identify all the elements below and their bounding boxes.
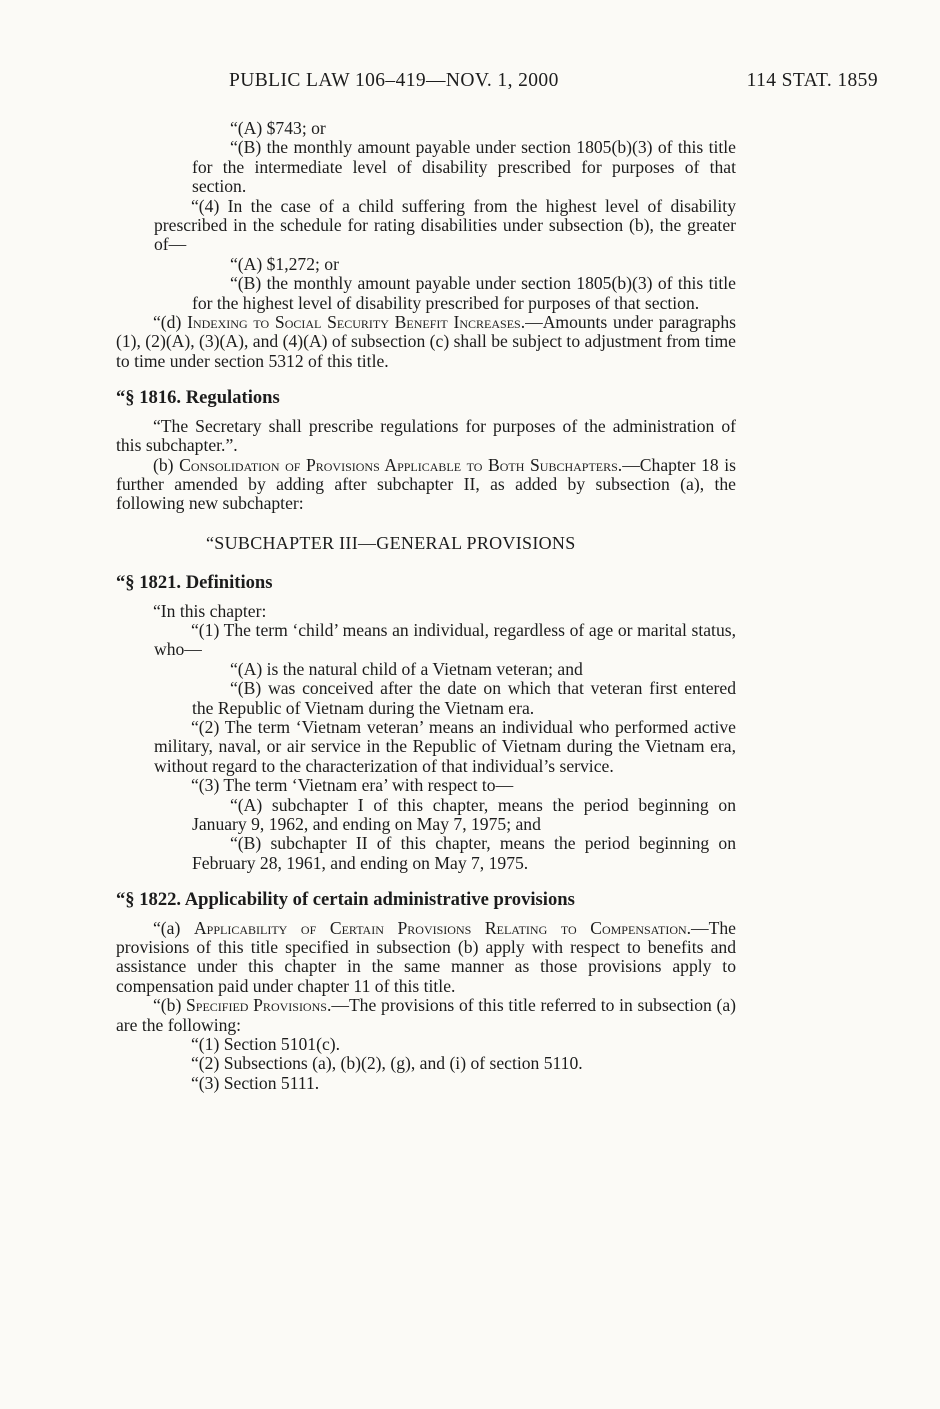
running-header	[0, 70, 940, 96]
paragraph	[116, 996, 736, 1035]
paragraph: “(B) the monthly amount payable under section 1805(b)(3) of this title for the intermediate level of disability prescribed for purposes of that section.	[192, 137, 736, 197]
paragraph-lead: “(b)	[153, 995, 187, 1016]
paragraph-text: —The provisions of this title specified in subsection (b) apply with respect to benefits and assistance under this chapter in the same manner as those provisions apply to compensation paid under chapter 11 of this title.	[116, 917, 736, 996]
paragraph: “(1) The term ‘child’ means an individual, regardless of age or marital status, who—	[154, 619, 736, 660]
paragraph-heading: Consolidation of Provisions Applicable to Both Subchapters.	[179, 454, 623, 475]
paragraph: “(2) Subsections (a), (b)(2), (g), and (i) of section 5110.	[191, 1053, 583, 1074]
paragraph-lead: (b)	[153, 454, 180, 475]
paragraph-heading: Applicability of Certain Provisions Relating to Compensation.	[193, 917, 692, 938]
paragraph	[116, 919, 736, 997]
paragraph: “(A) $743; or	[230, 118, 326, 138]
paragraph: “(3) Section 5111.	[191, 1072, 320, 1093]
paragraph-lead: “(d)	[153, 312, 188, 333]
subchapter-heading: “SUBCHAPTER III—GENERAL PROVISIONS	[206, 532, 576, 553]
paragraph-text: —The provisions of this title referred to in subsection (a) are the following:	[116, 995, 736, 1035]
paragraph: “(A) is the natural child of a Vietnam veteran; and	[230, 658, 583, 679]
paragraph: “(A) subchapter I of this chapter, means the period beginning on January 9, 1962, and ending on May 7, 1975; and	[192, 794, 736, 834]
document-body	[116, 119, 736, 1093]
paragraph: “(1) Section 5101(c).	[191, 1034, 341, 1055]
paragraph: “(3) The term ‘Vietnam era’ with respect to—	[191, 775, 514, 796]
paragraph: “(4) In the case of a child suffering from the highest level of disability prescribed in the schedule for rating disabilities under subsection (b), the greater of—	[154, 195, 736, 255]
paragraph: “(A) $1,272; or	[230, 253, 339, 274]
paragraph	[116, 313, 736, 371]
paragraph-heading: Indexing to Social Security Benefit Increases.	[187, 312, 526, 333]
paragraph: “(B) subchapter II of this chapter, means the period beginning on February 28, 1961, and ending on May 7, 1975.	[192, 833, 736, 873]
paragraph: “In this chapter:	[153, 600, 267, 621]
section-heading-1822: “§ 1822. Applicability of certain administrative provisions	[116, 889, 575, 911]
paragraph	[116, 456, 736, 514]
paragraph-lead: “(a)	[153, 917, 194, 938]
section-heading-1816: “§ 1816. Regulations	[116, 387, 280, 409]
section-heading-1821: “§ 1821. Definitions	[116, 572, 273, 594]
paragraph-heading: Specified Provisions.	[186, 995, 332, 1016]
paragraph: “The Secretary shall prescribe regulations for purposes of the administration of this subchapter.”.	[116, 415, 736, 456]
paragraph: “(2) The term ‘Vietnam veteran’ means an individual who performed active military, naval, or air service in the Republic of Vietnam during the Vietnam era, without regard to the characterization of that individual’s service.	[154, 716, 736, 776]
paragraph-text: —Chapter 18 is further amended by adding after subchapter II, as added by subsection (a), the following new subchapter:	[116, 454, 736, 514]
paragraph-text: —Amounts under paragraphs (1), (2)(A), (3)(A), and (4)(A) of subsection (c) shall be subject to adjustment from time to time under section 5312 of this title.	[116, 312, 736, 371]
header-stat-page: 114 STAT. 1859	[746, 70, 878, 91]
paragraph: “(B) was conceived after the date on which that veteran first entered the Republic of Vietnam during the Vietnam era.	[192, 678, 736, 718]
header-public-law: PUBLIC LAW 106–419—NOV. 1, 2000	[229, 70, 559, 91]
paragraph: “(B) the monthly amount payable under section 1805(b)(3) of this title for the highest level of disability prescribed for purposes of that section.	[192, 273, 736, 313]
